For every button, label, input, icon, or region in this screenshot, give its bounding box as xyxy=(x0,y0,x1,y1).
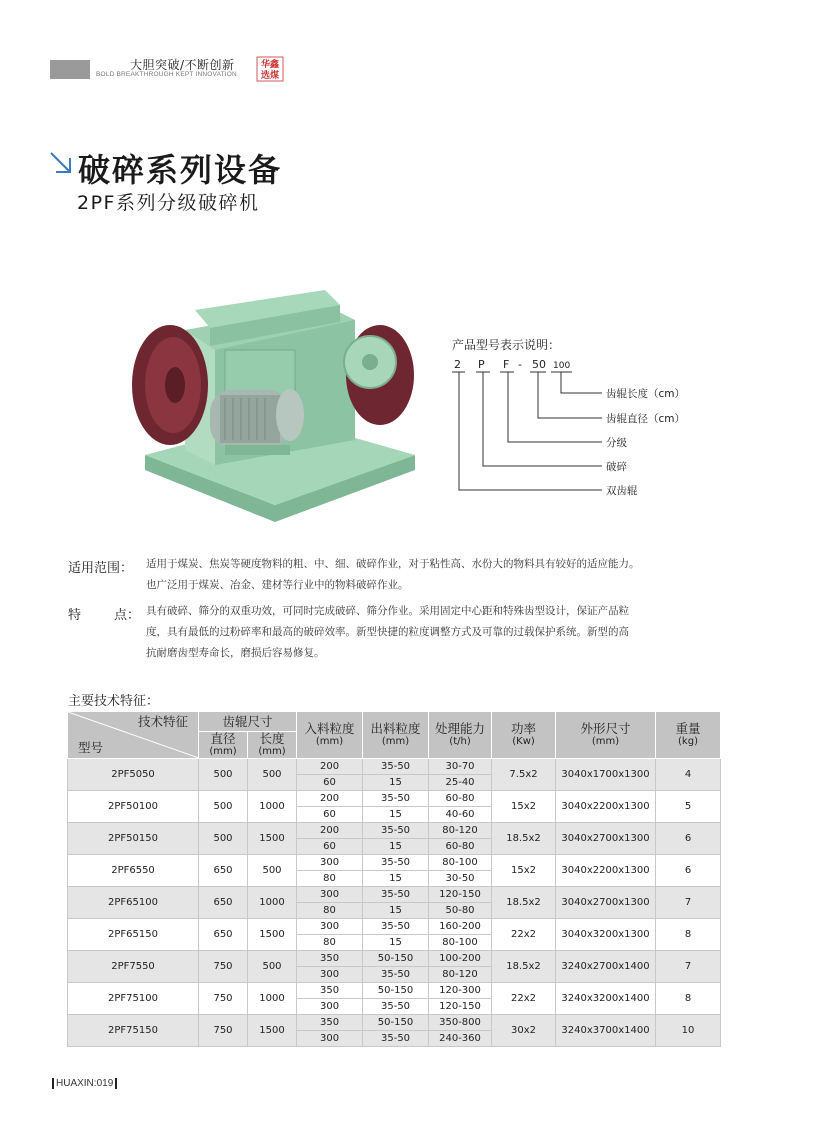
cell-capacity: 240-360 xyxy=(429,1031,492,1047)
header-feed-size: 入料粒度 (mm) xyxy=(297,712,363,759)
cell-feed-size: 200 xyxy=(297,759,363,775)
cell-model: 2PF75150 xyxy=(68,1015,199,1047)
cell-power: 18.5x2 xyxy=(492,887,556,919)
cell-length: 1000 xyxy=(248,887,297,919)
cell-power: 15x2 xyxy=(492,855,556,887)
cell-capacity: 80-100 xyxy=(429,935,492,951)
features-line-1: 具有破碎、筛分的双重功效，可同时完成破碎、筛分作业。采用固定中心距和特殊齿型设计，保证产品粒 xyxy=(146,605,629,617)
header-length: 长度 (mm) xyxy=(248,732,297,759)
meaning-roller-length: 齿辊长度（cm） xyxy=(606,388,686,400)
features-line-2: 度，具有最低的过粉碎率和最高的破碎效率。新型快捷的粒度调整方式及可靠的过载保护系统。新型的高 xyxy=(146,626,629,638)
header-model: 型号 xyxy=(78,740,104,755)
application-line-1: 适用于煤炭、焦炭等硬度物料的粗、中、细、破碎作业，对于粘性高、水份大的物料具有较好的适应能力。 xyxy=(146,558,640,570)
code-2: 2 xyxy=(454,358,461,371)
features-label-2: 点： xyxy=(114,608,141,623)
header-tech-feature: 技术特征 xyxy=(137,714,188,729)
cell-capacity: 40-60 xyxy=(429,807,492,823)
table-row xyxy=(68,951,721,967)
cell-weight: 6 xyxy=(656,855,721,887)
cell-diameter: 750 xyxy=(199,951,248,983)
cell-discharge-size: 50-150 xyxy=(363,1015,429,1031)
footer-bar-left xyxy=(52,1078,54,1089)
cell-discharge-size: 15 xyxy=(363,839,429,855)
cell-model: 2PF65150 xyxy=(68,919,199,951)
cell-feed-size: 300 xyxy=(297,967,363,983)
cell-capacity: 120-300 xyxy=(429,983,492,999)
cell-diameter: 650 xyxy=(199,919,248,951)
cell-capacity: 25-40 xyxy=(429,775,492,791)
code-dash: - xyxy=(518,358,522,371)
cell-weight: 6 xyxy=(656,823,721,855)
cell-discharge-size: 35-50 xyxy=(363,1031,429,1047)
cell-dimensions: 3240x2700x1400 xyxy=(556,951,656,983)
meaning-double-roller: 双齿辊 xyxy=(606,485,638,497)
header-corner-cell xyxy=(68,712,199,759)
application-line-2: 也广泛用于煤炭、冶金、建材等行业中的物料破碎作业。 xyxy=(146,579,409,591)
cell-feed-size: 350 xyxy=(297,1015,363,1031)
cell-dimensions: 3040x2200x1300 xyxy=(556,791,656,823)
cell-diameter: 500 xyxy=(199,759,248,791)
cell-power: 18.5x2 xyxy=(492,951,556,983)
footer-brand: HUAXIN xyxy=(56,1078,94,1090)
cell-dimensions: 3040x2700x1300 xyxy=(556,887,656,919)
cell-diameter: 750 xyxy=(199,1015,248,1047)
cell-model: 2PF50100 xyxy=(68,791,199,823)
cell-model: 2PF6550 xyxy=(68,855,199,887)
cell-length: 500 xyxy=(248,759,297,791)
cell-capacity: 100-200 xyxy=(429,951,492,967)
cell-length: 1000 xyxy=(248,983,297,1015)
svg-text:选煤: 选煤 xyxy=(260,71,280,81)
features-label-1: 特 xyxy=(68,608,82,623)
meaning-grading: 分级 xyxy=(606,437,627,449)
header-slogan-cn: 大胆突破/不断创新 xyxy=(130,58,235,72)
cell-weight: 4 xyxy=(656,759,721,791)
cell-capacity: 50-80 xyxy=(429,903,492,919)
cell-model: 2PF7550 xyxy=(68,951,199,983)
cell-weight: 8 xyxy=(656,919,721,951)
header-slogan-en: BOLD BREAKTHROUGH KEPT INNOVATION xyxy=(96,71,237,78)
cell-feed-size: 60 xyxy=(297,839,363,855)
cell-diameter: 500 xyxy=(199,823,248,855)
cell-model: 2PF65100 xyxy=(68,887,199,919)
cell-feed-size: 300 xyxy=(297,919,363,935)
page-subtitle: 2PF系列分级破碎机 xyxy=(77,192,260,214)
cell-discharge-size: 35-50 xyxy=(363,759,429,775)
cell-weight: 8 xyxy=(656,983,721,1015)
cell-dimensions: 3040x3200x1300 xyxy=(556,919,656,951)
table-row xyxy=(68,887,721,903)
code-100: 100 xyxy=(553,361,571,371)
cell-capacity: 120-150 xyxy=(429,887,492,903)
cell-weight: 10 xyxy=(656,1015,721,1047)
footer-bar-right xyxy=(115,1078,117,1089)
header-roller-size: 齿辊尺寸 xyxy=(199,712,297,732)
cell-length: 500 xyxy=(248,951,297,983)
cell-diameter: 500 xyxy=(199,791,248,823)
header-gray-bar xyxy=(50,60,90,79)
cell-dimensions: 3040x1700x1300 xyxy=(556,759,656,791)
cell-discharge-size: 50-150 xyxy=(363,983,429,999)
cell-power: 7.5x2 xyxy=(492,759,556,791)
cell-discharge-size: 35-50 xyxy=(363,791,429,807)
table-row xyxy=(68,1015,721,1031)
table-row xyxy=(68,983,721,999)
cell-capacity: 60-80 xyxy=(429,839,492,855)
code-50: 50 xyxy=(532,358,546,371)
cell-discharge-size: 35-50 xyxy=(363,967,429,983)
cell-discharge-size: 15 xyxy=(363,871,429,887)
cell-power: 30x2 xyxy=(492,1015,556,1047)
cell-discharge-size: 15 xyxy=(363,903,429,919)
cell-feed-size: 350 xyxy=(297,983,363,999)
cell-capacity: 80-100 xyxy=(429,855,492,871)
cell-power: 22x2 xyxy=(492,983,556,1015)
cell-weight: 7 xyxy=(656,887,721,919)
model-designation-heading: 产品型号表示说明： xyxy=(452,338,561,352)
cell-capacity: 60-80 xyxy=(429,791,492,807)
cell-weight: 7 xyxy=(656,951,721,983)
meaning-crushing: 破碎 xyxy=(606,461,627,473)
table-row xyxy=(68,759,721,775)
header-capacity: 处理能力 (t/h) xyxy=(429,712,492,759)
cell-feed-size: 350 xyxy=(297,951,363,967)
cell-feed-size: 60 xyxy=(297,775,363,791)
svg-text:华鑫: 华鑫 xyxy=(260,60,280,70)
header-discharge-size: 出料粒度 (mm) xyxy=(363,712,429,759)
cell-feed-size: 300 xyxy=(297,887,363,903)
cell-capacity: 30-70 xyxy=(429,759,492,775)
cell-length: 1500 xyxy=(248,823,297,855)
model-designation-diagram xyxy=(440,330,720,510)
arrow-down-right-icon xyxy=(48,150,74,176)
table-row xyxy=(68,855,721,871)
features-line-3: 抗耐磨齿型寿命长，磨损后容易修复。 xyxy=(146,647,325,659)
cell-feed-size: 60 xyxy=(297,807,363,823)
header-dimensions: 外形尺寸 (mm) xyxy=(556,712,656,759)
cell-power: 18.5x2 xyxy=(492,823,556,855)
cell-model: 2PF5050 xyxy=(68,759,199,791)
spec-table-title: 主要技术特征： xyxy=(68,694,160,709)
cell-discharge-size: 15 xyxy=(363,935,429,951)
code-f: F xyxy=(503,358,510,371)
cell-dimensions: 3240x3700x1400 xyxy=(556,1015,656,1047)
code-p: P xyxy=(478,358,485,371)
application-label: 适用范围： xyxy=(68,561,134,576)
cell-feed-size: 200 xyxy=(297,823,363,839)
cell-dimensions: 3240x3200x1400 xyxy=(556,983,656,1015)
cell-dimensions: 3040x2700x1300 xyxy=(556,823,656,855)
cell-feed-size: 80 xyxy=(297,935,363,951)
cell-feed-size: 80 xyxy=(297,903,363,919)
header-power: 功率 (Kw) xyxy=(492,712,556,759)
cell-feed-size: 200 xyxy=(297,791,363,807)
cell-capacity: 120-150 xyxy=(429,999,492,1015)
cell-weight: 5 xyxy=(656,791,721,823)
table-row xyxy=(68,791,721,807)
cell-discharge-size: 35-50 xyxy=(363,887,429,903)
cell-feed-size: 80 xyxy=(297,871,363,887)
table-row xyxy=(68,919,721,935)
cell-model: 2PF75100 xyxy=(68,983,199,1015)
cell-capacity: 160-200 xyxy=(429,919,492,935)
cell-capacity: 30-50 xyxy=(429,871,492,887)
header-weight: 重量 (kg) xyxy=(656,712,721,759)
brand-logo xyxy=(256,56,284,85)
cell-diameter: 650 xyxy=(199,887,248,919)
cell-discharge-size: 35-50 xyxy=(363,999,429,1015)
page-title: 破碎系列设备 xyxy=(78,151,283,189)
cell-discharge-size: 15 xyxy=(363,807,429,823)
cell-discharge-size: 15 xyxy=(363,775,429,791)
cell-diameter: 750 xyxy=(199,983,248,1015)
cell-capacity: 80-120 xyxy=(429,967,492,983)
meaning-roller-diameter: 齿辊直径（cm） xyxy=(606,413,686,425)
cell-length: 500 xyxy=(248,855,297,887)
cell-feed-size: 300 xyxy=(297,1031,363,1047)
cell-length: 1500 xyxy=(248,919,297,951)
spec-table xyxy=(67,711,721,1047)
crusher-machine-image xyxy=(125,290,425,522)
cell-capacity: 80-120 xyxy=(429,823,492,839)
cell-length: 1500 xyxy=(248,1015,297,1047)
cell-discharge-size: 35-50 xyxy=(363,855,429,871)
cell-discharge-size: 35-50 xyxy=(363,919,429,935)
cell-discharge-size: 35-50 xyxy=(363,823,429,839)
cell-capacity: 350-800 xyxy=(429,1015,492,1031)
cell-feed-size: 300 xyxy=(297,855,363,871)
cell-length: 1000 xyxy=(248,791,297,823)
header-diameter: 直径 (mm) xyxy=(199,732,248,759)
cell-feed-size: 300 xyxy=(297,999,363,1015)
cell-dimensions: 3040x2200x1300 xyxy=(556,855,656,887)
cell-power: 15x2 xyxy=(492,791,556,823)
cell-diameter: 650 xyxy=(199,855,248,887)
footer-page-number: 019 xyxy=(96,1078,114,1090)
cell-model: 2PF50150 xyxy=(68,823,199,855)
page-footer: HUAXIN:019 xyxy=(50,1078,119,1089)
cell-power: 22x2 xyxy=(492,919,556,951)
cell-discharge-size: 50-150 xyxy=(363,951,429,967)
table-row xyxy=(68,823,721,839)
